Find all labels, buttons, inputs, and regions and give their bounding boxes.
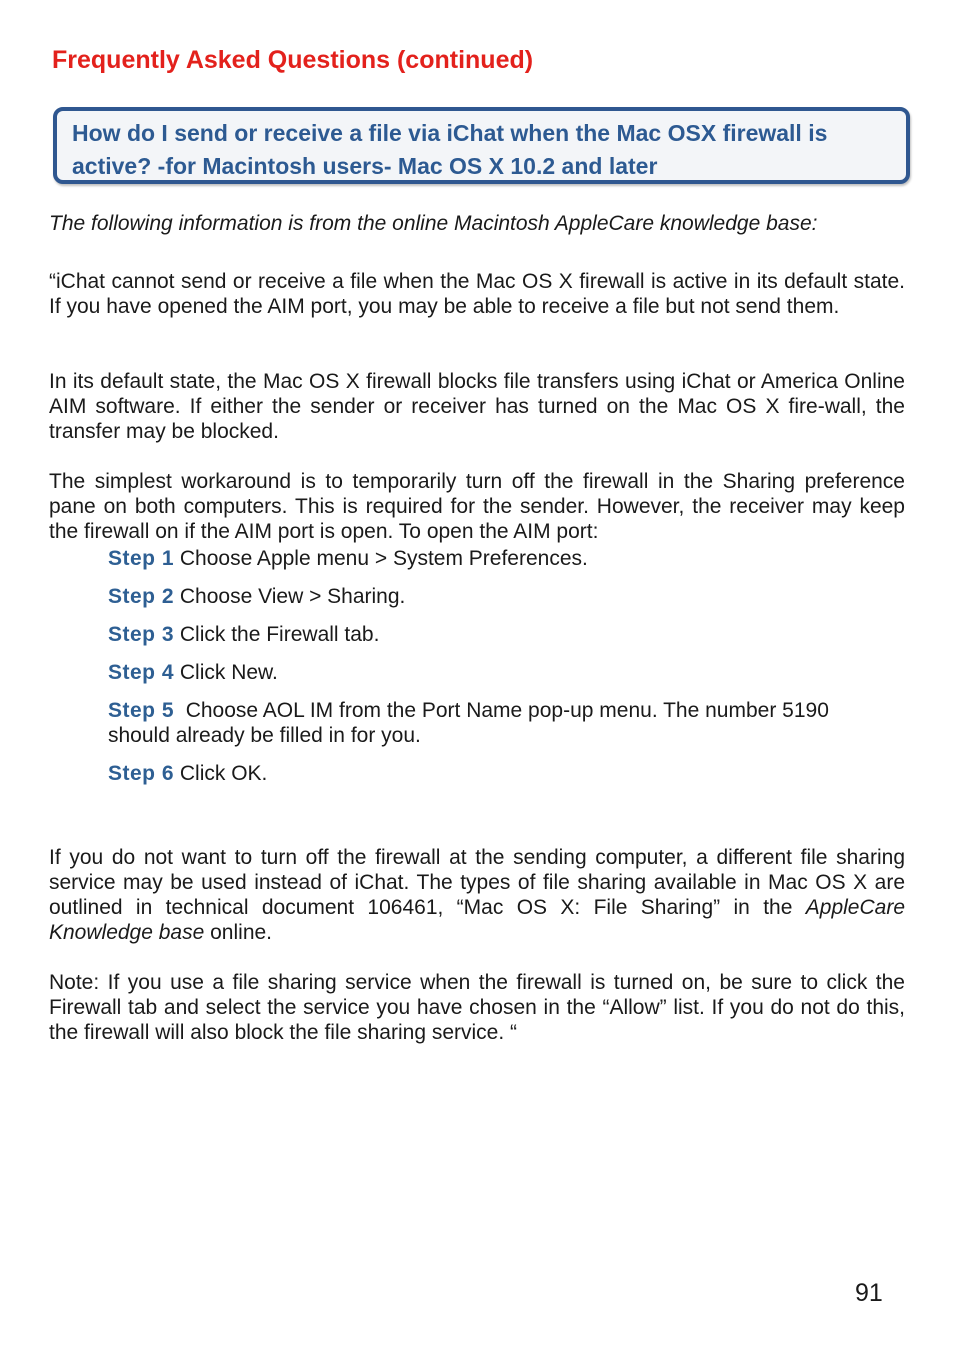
step-text: Choose View > Sharing. <box>179 585 406 608</box>
source-note: The following information is from the online Macintosh AppleCare knowledge base: <box>49 212 818 235</box>
paragraph-default-state: In its default state, the Mac OS X firewall blocks file transfers using iChat or America Online AIM software. If either the sender or receiver has turned on the Mac OS X fire-wall, the transfer may be blocked. <box>49 370 905 443</box>
step-2 <box>108 584 868 609</box>
paragraph-ichat-limitation: “iChat cannot send or receive a file when the Mac OS X firewall is active in its default state. If you have opened the AIM port, you may be able to receive a file but not send them. <box>49 270 905 318</box>
page-title: Frequently Asked Questions (continued) <box>52 46 534 74</box>
paragraph-workaround: The simplest workaround is to temporarily turn off the firewall in the Sharing preference pane on both computers. This is required for the sender. However, the receiver may keep the firewall on if the AIM port is open. To open the AIM port: <box>49 470 905 543</box>
step-label: Step 6 <box>108 762 175 785</box>
step-text: Choose Apple menu > System Preferences. <box>179 547 588 570</box>
page-number: 91 <box>855 1279 883 1307</box>
question-text: How do I send or receive a file via iChat when the Mac OSX firewall is active? -for Macintosh users- Mac OS X 10.2 and later <box>72 120 828 179</box>
step-5 <box>108 698 868 748</box>
step-label: Step 2 <box>108 585 175 608</box>
question-box <box>53 107 910 184</box>
step-text: Choose AOL IM from the Port Name pop-up menu. The number 5190 should already be filled in for you. <box>108 699 829 747</box>
step-6 <box>108 761 868 786</box>
step-1 <box>108 546 868 571</box>
step-text: Click New. <box>179 661 278 684</box>
step-label: Step 4 <box>108 661 175 684</box>
paragraph-note: Note: If you use a file sharing service when the firewall is turned on, be sure to click the Firewall tab and select the service you have chosen in the “Allow” list. If you do not do this, the firewall will also block the file sharing service. “ <box>49 971 905 1044</box>
applecare-reference: AppleCare Knowledge base <box>49 896 905 944</box>
step-text: Click the Firewall tab. <box>179 623 380 646</box>
step-3 <box>108 622 868 647</box>
paragraph-text: If you do not want to turn off the firewall at the sending computer, a different file sharing service may be used instead of iChat. The types of file sharing available in Mac OS X are outlined in technical document 106461, “Mac OS X: File Sharing” in the <box>49 846 905 919</box>
step-label: Step 5 <box>108 699 175 722</box>
paragraph-text: online. <box>204 921 273 944</box>
step-label: Step 1 <box>108 547 175 570</box>
step-text: Click OK. <box>179 762 268 785</box>
step-4 <box>108 660 868 685</box>
paragraph-alternative-sharing <box>49 845 905 945</box>
step-label: Step 3 <box>108 623 175 646</box>
